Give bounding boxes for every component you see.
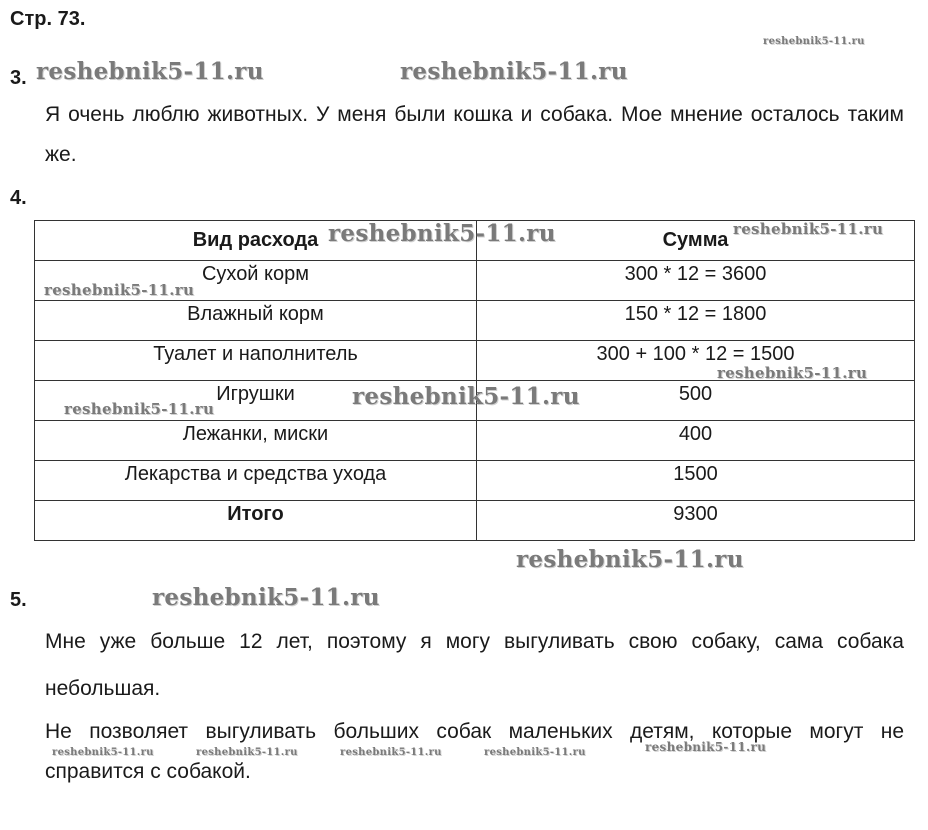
table-row (35, 461, 915, 501)
task5-paragraph-2: Не позволяет выгуливать больших собак маленьких детям, которые могут не справится с собакой. (45, 720, 904, 783)
expense-amount: 300 * 12 = 3600 (477, 261, 915, 301)
expense-name: Туалет и наполнитель (35, 341, 477, 381)
total-amount: 9300 (477, 501, 915, 541)
watermark: reshebnik5-11.ru (763, 36, 865, 47)
expense-amount: 400 (477, 421, 915, 461)
watermark: reshebnik5-11.ru (328, 220, 556, 247)
task3-number: 3. (10, 67, 27, 89)
total-label: Итого (35, 501, 477, 541)
watermark: reshebnik5-11.ru (152, 584, 380, 611)
watermark: reshebnik5-11.ru (645, 740, 767, 754)
watermark: reshebnik5-11.ru (717, 364, 868, 382)
table-row (35, 301, 915, 341)
expense-amount: 1500 (477, 461, 915, 501)
expense-name: Игрушки (35, 381, 477, 421)
watermark: reshebnik5-11.ru (484, 747, 586, 758)
expense-amount: 500 (477, 381, 915, 421)
watermark: reshebnik5-11.ru (733, 220, 884, 238)
task5-number: 5. (10, 589, 27, 611)
table-row (35, 421, 915, 461)
expense-name: Сухой корм (35, 261, 477, 301)
watermark: reshebnik5-11.ru (36, 58, 264, 85)
task4-number: 4. (10, 187, 27, 209)
page-title: Стр. 73. (10, 8, 86, 30)
watermark: reshebnik5-11.ru (196, 747, 298, 758)
watermark: reshebnik5-11.ru (52, 747, 154, 758)
expense-name: Лежанки, миски (35, 421, 477, 461)
expense-amount: 300 + 100 * 12 = 1500 (477, 341, 915, 381)
watermark: reshebnik5-11.ru (64, 400, 215, 418)
header-amount: Сумма (477, 221, 915, 261)
expense-name: Влажный корм (35, 301, 477, 341)
watermark: reshebnik5-11.ru (400, 58, 628, 85)
watermark: reshebnik5-11.ru (352, 383, 580, 410)
expense-amount: 150 * 12 = 1800 (477, 301, 915, 341)
task5-paragraph-1: Мне уже больше 12 лет, поэтому я могу выгуливать свою собаку, сама собака небольшая. (45, 630, 904, 700)
header-expense-type: Вид расхода (35, 221, 477, 261)
task3-text: Я очень люблю животных. У меня были кошка и собака. Мое мнение осталось таким же. (45, 103, 904, 166)
expense-name: Лекарства и средства ухода (35, 461, 477, 501)
watermark: reshebnik5-11.ru (516, 546, 744, 573)
table-total-row (35, 501, 915, 541)
watermark: reshebnik5-11.ru (340, 747, 442, 758)
watermark: reshebnik5-11.ru (44, 281, 195, 299)
